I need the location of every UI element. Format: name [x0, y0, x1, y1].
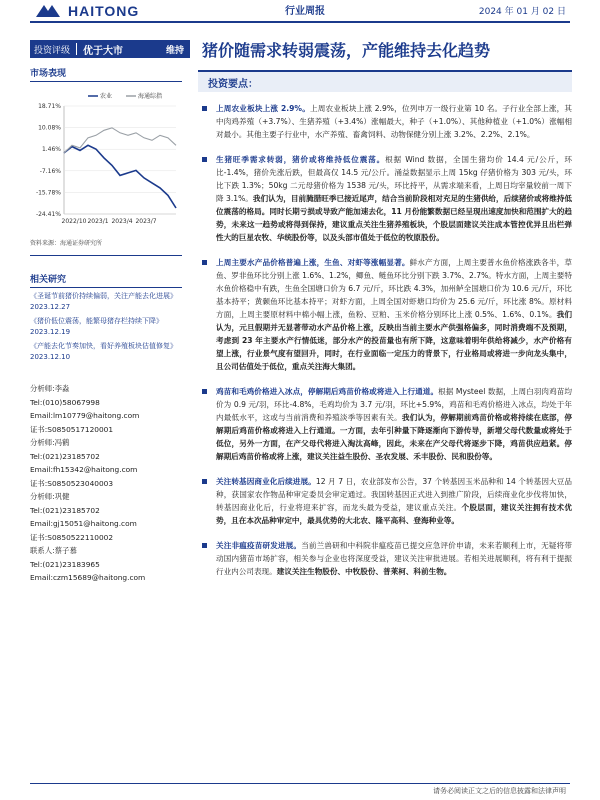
- rating-separator: [76, 43, 77, 55]
- report-title: 猪价随需求转弱震荡，产能维持去化趋势: [202, 41, 491, 60]
- footer-divider: [30, 783, 570, 784]
- logo-mark-icon: [34, 3, 62, 19]
- haitong-logo: [34, 0, 139, 22]
- footer-disclaimer: 请务必阅读正文之后的信息披露和法律声明: [433, 787, 566, 795]
- rating-bar: [30, 40, 190, 58]
- key-point-emphasis: 我们认为，停解期前鸡苗价格或将持续在底部，停解期后鸡苗价格或将进入上行通道。一方面，去年引种量下降逐渐向下游传导，新增父母代数量或将处于低位，另外一方面，在产父母代将进入淘汰高峰，因此，未来在产父母代将逐步下降，鸡苗供应趋紧。停解期后鸡苗价格或将上涨，建议关注益生股份、圣农发展、禾丰股份、民和股份等。: [216, 413, 573, 461]
- key-point-body: 当前兰兽研和中科院非瘟疫苗已提交应急评价申请，未来若顺利上市，无疑将带动国内猪苗市场扩容，相关参与企业也将深度受益，建议关注审批进展。若相关进展顺利，将有利于提振行业内公司表现。: [216, 541, 573, 576]
- x-tick-label: 2023/4: [111, 218, 133, 225]
- key-point: [198, 539, 572, 578]
- analyst-info: [30, 382, 180, 585]
- key-point-lead: 上周主要水产品价格普遍上涨，生鱼、对虾等涨幅显著。: [216, 258, 410, 267]
- key-point-lead: 生猪旺季需求转弱，猪价或将维持低位震荡。: [216, 155, 386, 164]
- left-sidebar: [30, 66, 182, 363]
- analyst-line[interactable]: Email:gj15051@haitong.com: [30, 519, 137, 528]
- rating-label: 投资评级: [34, 45, 71, 56]
- related-list: [30, 291, 182, 363]
- key-point-lead: 上周农业板块上涨 2.9%。: [216, 104, 310, 113]
- rating-value: 优于大市: [83, 45, 124, 57]
- key-point-emphasis: 个股层面，建议关注拥有技术优势，且在本次品种审定中，最具优势的大北农、隆平高科、登海种业等。: [216, 503, 572, 525]
- analyst-line: 分析师:巩健: [30, 492, 70, 501]
- analyst-line: 联系人:蔡子慕: [30, 546, 77, 555]
- y-tick-label: 10.08%: [38, 124, 61, 132]
- analyst-line: Tel:(021)23185702: [30, 451, 100, 461]
- key-point-body: 上周农业板块上涨 2.9%，位列申万一级行业第 10 名。子行业全部上涨，其中肉鸡养殖（+3.7%）、生猪养殖（+3.4%）涨幅最大，种子（+1.0%）、其他种植业（+1.0%）涨幅相对最小。其他主要子行业中，水产养殖、畜禽饲料、动物保健分别上涨 3.2%、2.2%、2.1%。: [216, 104, 572, 139]
- page-header: [0, 0, 600, 34]
- x-tick-label: 2022/10: [61, 218, 87, 225]
- x-tick-label: 2023/1: [87, 218, 109, 225]
- key-point-body: 根据 Wind 数据，全国生猪均价 14.4 元/公斤，环比-1.4%，猪价先涨后跌，但最高仅 14.5 元/公斤。涌益数据显示上周 15kg 仔猪价格为 303 元/头，环比下跌 1.3%；50kg 二元母猪价格为 1538 元/头，环比持平，从需求端来看，上周日均宰量较前一周下降 3.1%。: [216, 155, 572, 203]
- market-section-title: 市场表现: [30, 66, 182, 82]
- y-tick-label: -7.16%: [39, 167, 61, 175]
- key-point: [198, 102, 572, 141]
- related-item[interactable]: 《圣诞节前猪价持续偏弱，关注产能去化进展》2023.12.27: [30, 292, 177, 311]
- analyst-line: Tel:(010)58067998: [30, 397, 100, 407]
- key-point: [198, 256, 572, 373]
- analyst-line: 分析师:冯鹤: [30, 438, 70, 447]
- analyst-line: 证书:S0850517120001: [30, 424, 114, 434]
- series-line: [64, 145, 176, 208]
- analyst-line[interactable]: Email:fh15342@haitong.com: [30, 465, 138, 474]
- key-point-emphasis: 我们认为，元旦假期并无显著带动水产品价格上涨，反映出当前主要水产供强格偏多，同时消费端不及预期，考虑到 23 年主要水产行情低迷，部分水产的投苗量也有所下降，这意味着明年供给将减少，水产价格有望上涨，行业景气度有望回升，同时，在行业面临一定压力的背景下，行业格局或将进一步向龙头集中，且公司估值处于低位，重点关注海大集团。: [216, 310, 573, 371]
- analyst-line[interactable]: Email:lm10779@haitong.com: [30, 411, 140, 420]
- market-chart-svg: [30, 86, 182, 236]
- key-points-header: 投资要点：: [198, 70, 572, 92]
- y-tick-label: 1.46%: [41, 146, 61, 154]
- key-point-emphasis: 我们认为，目前腌腊旺季已接近尾声，结合当前阶段相对充足的生猪供给，后续猪价或将维持低位震荡的格局。同时长期亏损或导致产能加速去化，11 月份能繁数据已经呈现出速度加快和范围扩大的趋势，未来这一趋势或将得到保持，建议重点关注生猪养殖板块，个股层面建议关注成本管控优异且出栏弹性大的巨星农牧、华统股份等，以及头部市值处于低位的牧原股份。: [216, 194, 572, 242]
- y-tick-label: 18.71%: [38, 103, 61, 110]
- header-divider: [30, 21, 570, 23]
- analyst-line: 证书:S0850523040003: [30, 478, 114, 488]
- key-point-emphasis: 建议关注生物股份、中牧股份、普莱柯、科前生物。: [276, 567, 452, 576]
- key-point: [198, 385, 572, 463]
- report-type: 行业周报: [285, 6, 325, 17]
- key-points-list: [198, 102, 572, 578]
- y-tick-label: -15.78%: [35, 189, 61, 197]
- key-point: [198, 475, 572, 527]
- related-item[interactable]: 《猪价低位震荡，能繁母猪存栏持续下降》2023.12.19: [30, 317, 163, 336]
- legend-label: 农业: [100, 93, 113, 100]
- key-point-lead: 关注转基因商业化后续进展。: [216, 477, 316, 486]
- analyst-line: Tel:(021)23185702: [30, 505, 100, 515]
- x-tick-label: 2023/7: [135, 218, 157, 225]
- chart-source: 资料来源：海通证券研究所: [30, 238, 182, 256]
- report-date: 2024 年 01 月 02 日: [478, 7, 566, 17]
- analyst-line: 分析师:李淼: [30, 384, 70, 393]
- legend-label: 海通综指: [138, 93, 163, 100]
- market-chart: [30, 86, 182, 236]
- main-content: [198, 70, 572, 590]
- key-point-body: 12 月 7 日，农业部发布公告，37 个转基因玉米品种和 14 个转基因大豆品种，获国家农作物品种审定委员会审定通过。我国转基因正式进入到推广阶段，后续商业化步伐将加快，转基因商业化后，行业将迎来扩容，而龙头最为受益，建议重点关注。: [216, 477, 572, 512]
- analyst-line: 证书:S0850522110002: [30, 532, 114, 542]
- y-tick-label: -24.41%: [35, 211, 61, 218]
- rating-hold: 维持: [165, 45, 184, 56]
- related-section-title: 相关研究: [30, 272, 182, 288]
- analyst-line[interactable]: Email:czm15689@haitong.com: [30, 573, 146, 582]
- key-point: [198, 153, 572, 244]
- logo-text: HAITONG: [68, 3, 140, 19]
- key-point-body: 鲜水产方面，上周主要普水鱼价格涨跌各半，草鱼、罗非鱼环比分别上涨 1.6%、1.2%，鲫鱼、鲢鱼环比分别下跌 3.7%、2.7%。特水方面，上周主要特水鱼价格稳中有跌，生鱼全国塘口价为 6.7 元/斤，环比跌 4.3%，加州鲈全国塘口价为 10.6 元/斤，环比基本持平；黄颡鱼环比基本持平；对虾方面，上周全国对虾塘口均价为 25.6 元/斤，环比涨 8%。原材料方面，上周主要原材料中棉小幅上涨，鱼粉、豆粕、玉米价格分别环比上涨 0.5%、1.6%、0.1%。: [216, 258, 573, 319]
- analyst-line: Tel:(021)23183965: [30, 559, 100, 569]
- key-point-lead: 关注非瘟疫苗研发进展。: [216, 541, 302, 550]
- key-point-body: 根据 Mysteel 数据，上周白羽肉鸡苗均价为 0.9 元/羽，环比-4.8%，毛鸡均价为 3.7 元/羽，环比+5.9%，鸡苗和毛鸡价格进入冰点，均处于年内最低水平，这或与当前消费和养殖淡季等因素有关。: [216, 387, 572, 422]
- related-item[interactable]: 《产能去化节奏加快，看好养殖板块估值修复》2023.12.10: [30, 342, 177, 361]
- key-point-lead: 鸡苗和毛鸡价格进入冰点，停解期后鸡苗价格或将进入上行通道。: [216, 387, 439, 396]
